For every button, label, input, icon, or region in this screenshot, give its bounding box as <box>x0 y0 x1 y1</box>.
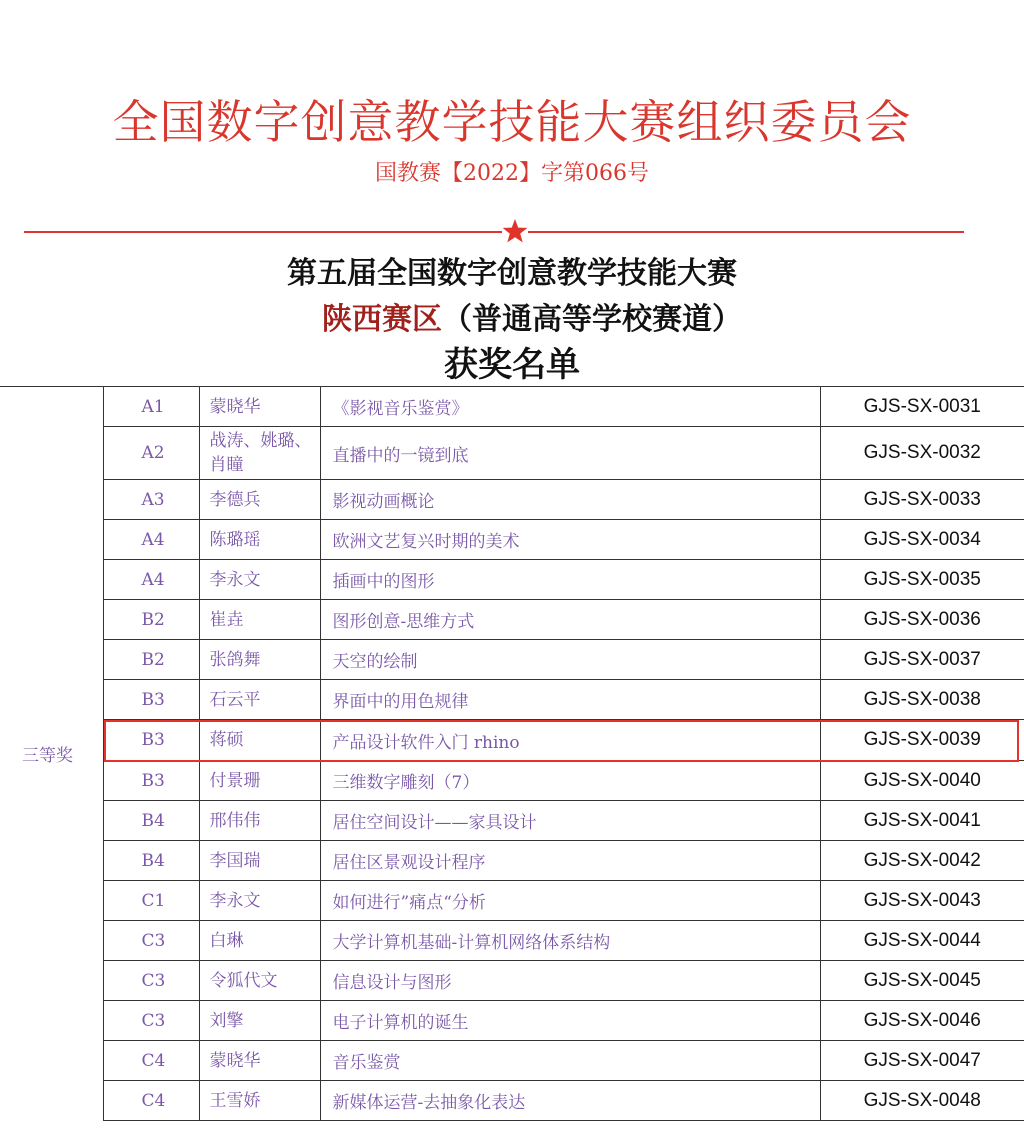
table-row <box>0 640 1024 680</box>
code-cell: GJS-SX-0033 <box>820 480 1024 520</box>
group-cell: B2 <box>103 600 199 640</box>
code-cell: GJS-SX-0042 <box>820 841 1024 881</box>
course-title-cell: 如何进行”痛点“分析 <box>320 881 820 921</box>
table-row <box>0 921 1024 961</box>
group-cell: C3 <box>103 921 199 961</box>
name-cell: 邢伟伟 <box>199 801 320 841</box>
table-row <box>0 761 1024 801</box>
code-cell: GJS-SX-0038 <box>820 680 1024 720</box>
name-cell: 付景珊 <box>199 761 320 801</box>
table-row <box>0 1081 1024 1121</box>
course-title-cell: 信息设计与图形 <box>320 961 820 1001</box>
table-row <box>0 881 1024 921</box>
name-cell: 崔垚 <box>199 600 320 640</box>
course-title-cell: 天空的绘制 <box>320 640 820 680</box>
name-cell: 刘擎 <box>199 1001 320 1041</box>
track-name: （普通高等学校赛道） <box>442 302 742 337</box>
name-cell: 李国瑞 <box>199 841 320 881</box>
code-cell: GJS-SX-0035 <box>820 560 1024 600</box>
group-cell: A4 <box>103 560 199 600</box>
course-title-cell: 界面中的用色规律 <box>320 680 820 720</box>
code-cell: GJS-SX-0034 <box>820 520 1024 560</box>
name-cell: 石云平 <box>199 680 320 720</box>
group-cell: A3 <box>103 480 199 520</box>
list-title: 获奖名单 <box>444 345 580 385</box>
code-cell: GJS-SX-0040 <box>820 761 1024 801</box>
organization-title: 全国数字创意教学技能大赛组织委员会 <box>112 95 912 149</box>
code-cell: GJS-SX-0032 <box>820 427 1024 480</box>
table-row <box>0 1001 1024 1041</box>
group-cell: A4 <box>103 520 199 560</box>
table-row <box>0 841 1024 881</box>
course-title-cell: 插画中的图形 <box>320 560 820 600</box>
code-cell: GJS-SX-0039 <box>820 720 1024 761</box>
group-cell: B4 <box>103 841 199 881</box>
group-cell: C3 <box>103 961 199 1001</box>
course-title-cell: 直播中的一镜到底 <box>320 427 820 480</box>
group-cell: B3 <box>103 680 199 720</box>
name-cell: 白琳 <box>199 921 320 961</box>
name-cell: 蒋硕 <box>199 720 320 761</box>
table-row <box>0 801 1024 841</box>
table-row <box>0 560 1024 600</box>
table-row <box>0 720 1024 761</box>
group-cell: B2 <box>103 640 199 680</box>
competition-title: 第五届全国数字创意教学技能大赛 <box>287 256 737 291</box>
group-cell: A1 <box>103 387 199 427</box>
course-title-cell: 居住空间设计——家具设计 <box>320 801 820 841</box>
course-title-cell: 产品设计软件入门 rhino <box>320 720 820 761</box>
star-icon <box>500 216 530 246</box>
table-row <box>0 427 1024 480</box>
awards-table <box>0 386 1024 1121</box>
name-cell: 王雪娇 <box>199 1081 320 1121</box>
course-title-cell: 音乐鉴赏 <box>320 1041 820 1081</box>
code-cell: GJS-SX-0045 <box>820 961 1024 1001</box>
course-title-cell: 三维数字雕刻（7） <box>320 761 820 801</box>
divider-left <box>24 231 502 233</box>
name-cell: 陈璐瑶 <box>199 520 320 560</box>
code-cell: GJS-SX-0048 <box>820 1081 1024 1121</box>
code-cell: GJS-SX-0031 <box>820 387 1024 427</box>
group-cell: C3 <box>103 1001 199 1041</box>
award-level-cell: 三等奖 <box>0 387 103 1121</box>
name-cell: 张鸽舞 <box>199 640 320 680</box>
name-cell: 令狐代文 <box>199 961 320 1001</box>
course-title-cell: 《影视音乐鉴赏》 <box>320 387 820 427</box>
table-row <box>0 600 1024 640</box>
course-title-cell: 影视动画概论 <box>320 480 820 520</box>
code-cell: GJS-SX-0043 <box>820 881 1024 921</box>
table-row <box>0 520 1024 560</box>
course-title-cell: 居住区景观设计程序 <box>320 841 820 881</box>
table-row <box>0 387 1024 427</box>
table-row <box>0 1041 1024 1081</box>
code-cell: GJS-SX-0037 <box>820 640 1024 680</box>
group-cell: C1 <box>103 881 199 921</box>
group-cell: B4 <box>103 801 199 841</box>
course-title-cell: 新媒体运营-去抽象化表达 <box>320 1081 820 1121</box>
group-cell: B3 <box>103 761 199 801</box>
course-title-cell: 大学计算机基础-计算机网络体系结构 <box>320 921 820 961</box>
table-row <box>0 680 1024 720</box>
group-cell: C4 <box>103 1081 199 1121</box>
region-name: 陕西赛区 <box>322 302 442 337</box>
course-title-cell: 图形创意-思维方式 <box>320 600 820 640</box>
name-cell: 蒙晓华 <box>199 1041 320 1081</box>
name-cell: 李永文 <box>199 560 320 600</box>
divider-right <box>528 231 964 233</box>
group-cell: B3 <box>103 720 199 761</box>
name-cell: 李德兵 <box>199 480 320 520</box>
code-cell: GJS-SX-0044 <box>820 921 1024 961</box>
region-title <box>40 300 1024 340</box>
group-cell: C4 <box>103 1041 199 1081</box>
group-cell: A2 <box>103 427 199 480</box>
code-cell: GJS-SX-0047 <box>820 1041 1024 1081</box>
course-title-cell: 欧洲文艺复兴时期的美术 <box>320 520 820 560</box>
name-cell: 蒙晓华 <box>199 387 320 427</box>
code-cell: GJS-SX-0041 <box>820 801 1024 841</box>
table-row <box>0 961 1024 1001</box>
course-title-cell: 电子计算机的诞生 <box>320 1001 820 1041</box>
code-cell: GJS-SX-0036 <box>820 600 1024 640</box>
document-number: 国教赛【2022】字第066号 <box>375 161 649 186</box>
name-cell: 李永文 <box>199 881 320 921</box>
name-cell: 战涛、姚璐、肖瞳 <box>199 427 320 480</box>
code-cell: GJS-SX-0046 <box>820 1001 1024 1041</box>
table-row <box>0 480 1024 520</box>
